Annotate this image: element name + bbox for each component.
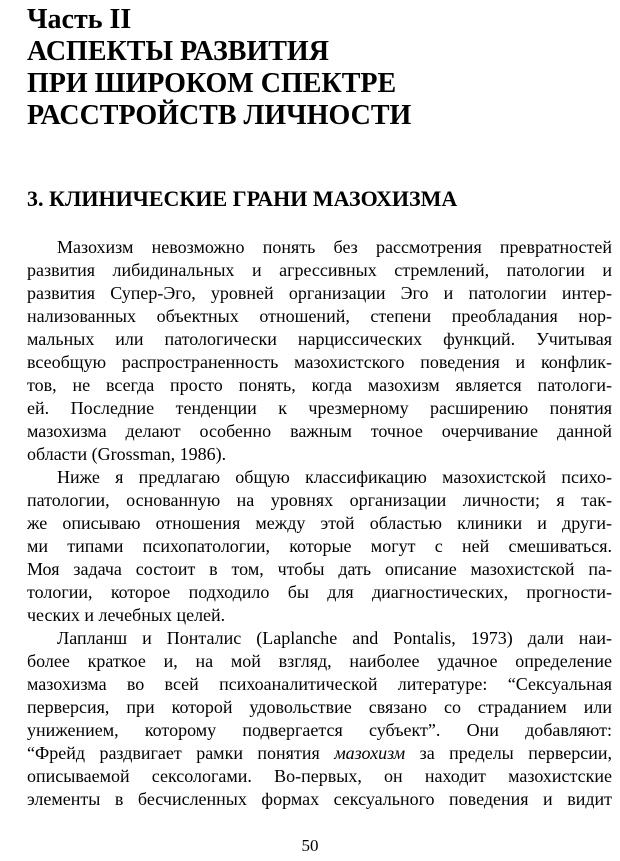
text-line: мальных или патологически нарциссических функций. Учитывая [27,329,612,349]
text-line: мазохизма во всей психоаналитической литературе: “Сексуальная [27,674,612,694]
text-line: развития Супер-Эго, уровней организации Эго и патологии интер- [27,283,612,303]
chapter-heading: 3. КЛИНИЧЕСКИЕ ГРАНИ МАЗОХИЗМА [27,186,458,211]
text-line: Мазохизм невозможно понять без рассмотрения превратностей [57,237,612,257]
text-line: Ниже я предлагаю общую классификацию мазохистской психо- [57,467,612,487]
text-line: ей. Последние тенденции к чрезмерному расширению понятия [27,398,612,418]
part-title [27,36,411,132]
text-line: унижением, которому подвергается субъект”. Они добавляют: [27,720,612,740]
emphasized-term: мазохизм [334,743,406,763]
part-title-line: ПРИ ШИРОКОМ СПЕКТРЕ [27,68,397,99]
text-line: тов, не всегда просто понять, когда мазохизм является патологи- [27,375,612,395]
text-line: более краткое и, на мой взгляд, наиболее удачное определение [27,651,612,671]
text-line: элементы в бесчисленных формах сексуального поведения и видит [27,789,612,809]
paragraph [27,236,612,466]
text-line: ческих и лечебных целей. [27,605,226,625]
text-line: всеобщую распространенность мазохистского поведения и конфлик- [27,352,612,372]
text-line: ми типами психопатологии, которые могут с ней смешиваться. [27,536,612,556]
text-line: патологии, основанную на уровнях организации личности; я так- [27,490,612,510]
text-line: описываемой сексологами. Во-первых, он находит мазохистские [27,766,612,786]
text-line: нализованных объектных отношений, степени преобладания нор- [27,306,612,326]
part-title-line: АСПЕКТЫ РАЗВИТИЯ [27,36,329,67]
text-line: Моя задача состоит в том, чтобы дать описание мазохистской па- [27,559,612,579]
text-line: тологии, которое подходило бы для диагностических, прогности- [27,582,612,602]
text-line: области (Grossman, 1986). [27,444,227,464]
body-text [27,236,612,811]
text-line: “Фрейд раздвигает рамки понятия мазохизм за пределы перверсии, [27,743,612,763]
text-line: развития либидинальных и агрессивных стремлений, патологии и [27,260,612,280]
text-line: мазохизма делают особенно важным точное очерчивание данной [27,421,612,441]
text-line: же описываю отношения между этой областью клиники и други- [27,513,612,533]
paragraph [27,627,612,811]
text-line: Лапланш и Понталис (Laplanche and Pontalis, 1973) дали наи- [57,628,612,648]
paragraph [27,466,612,627]
page-number: 50 [301,836,319,855]
text-line: перверсия, при которой удовольствие связано со страданием или [27,697,612,717]
part-title-line: РАССТРОЙСТВ ЛИЧНОСТИ [27,100,412,131]
part-label: Часть II [27,4,132,35]
